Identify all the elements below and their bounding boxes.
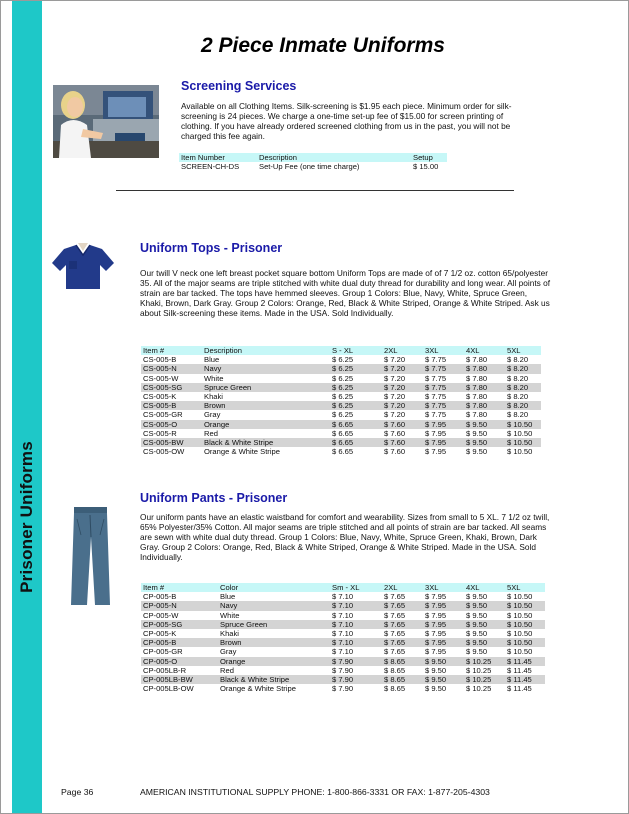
table-cell: $ 7.10 xyxy=(332,601,354,611)
table-cell: $ 8.20 xyxy=(507,401,529,411)
table-cell: $ 7.75 xyxy=(425,392,447,402)
table-cell: Black & White Stripe xyxy=(220,675,290,685)
table-cell: CP-005-W xyxy=(143,610,179,620)
table-cell: $ 7.80 xyxy=(466,392,488,402)
table-cell: $ 10.25 xyxy=(466,684,492,694)
table-cell: CP-005-B xyxy=(143,592,177,602)
table-cell: Navy xyxy=(204,364,222,374)
table-cell: $ 7.10 xyxy=(332,647,354,657)
table-cell: $ 8.20 xyxy=(507,392,529,402)
prisoner-top-photo xyxy=(52,241,115,291)
table-cell: $ 7.65 xyxy=(384,629,406,639)
table-cell: $ 6.25 xyxy=(332,355,354,365)
table-cell: $ 7.20 xyxy=(384,392,406,402)
table-cell: CP-005-N xyxy=(143,601,177,611)
col-header: S - XL xyxy=(332,346,354,355)
screening-table xyxy=(179,153,447,171)
table-cell: CP-005-K xyxy=(143,629,177,639)
col-header: Item # xyxy=(143,583,165,592)
table-cell: CP-005LB-R xyxy=(143,665,187,675)
table-cell: $ 10.50 xyxy=(507,419,533,429)
table-cell: $ 11.45 xyxy=(507,665,532,675)
table-cell: $ 9.50 xyxy=(466,601,488,611)
table-cell: $ 10.50 xyxy=(507,629,533,639)
col-header: 2XL xyxy=(384,583,398,592)
table-cell: CS-005-N xyxy=(143,364,177,374)
table-cell: $ 7.95 xyxy=(425,592,447,602)
table-cell: Red xyxy=(204,428,218,438)
table-row xyxy=(141,383,541,392)
table-cell: CS-005-B xyxy=(143,355,177,365)
table-cell: $ 6.65 xyxy=(332,428,354,438)
table-cell: CS-005-B xyxy=(143,401,177,411)
table-cell: CS-005-BW xyxy=(143,438,184,448)
table-cell: CP-005-O xyxy=(143,656,178,666)
col-header: 4XL xyxy=(466,583,480,592)
table-cell: $ 7.65 xyxy=(384,647,406,657)
table-row xyxy=(141,410,541,419)
table-cell: $ 9.50 xyxy=(466,447,488,457)
table-cell: $ 9.50 xyxy=(466,438,488,448)
screening-description: Available on all Clothing Items. Silk-screening is $1.95 each piece. Minimum order for silk-screening is 24 pieces. We charge a one-time set-up fee of $15.00 for screen printing of clothing. If you have already ordered screened clothing from us in the past, you will not be charged this fee again. xyxy=(181,101,512,141)
table-cell: $ 7.75 xyxy=(425,364,447,374)
table-row xyxy=(141,447,541,456)
table-cell: Spruce Green xyxy=(220,619,268,629)
table-cell: White xyxy=(220,610,240,620)
table-cell: $ 9.50 xyxy=(425,675,447,685)
table-row xyxy=(141,429,541,438)
prisoner-pants-photo xyxy=(67,505,114,610)
col-header: Item Number xyxy=(181,153,225,162)
table-cell: $ 7.20 xyxy=(384,410,406,420)
table-cell: $ 7.65 xyxy=(384,610,406,620)
table-cell: $ 7.95 xyxy=(425,419,447,429)
table-cell: $ 8.65 xyxy=(384,684,406,694)
col-header: 3XL xyxy=(425,583,439,592)
table-cell: $ 7.10 xyxy=(332,638,354,648)
tops-description: Our twill V neck one left breast pocket square bottom Uniform Tops are made of of 7 1/2 oz. cotton 65/polyester 35. All of the major seams are triple stitched with white dual duty thread for durability and long wear. All points of strain are bar tacked. The tops have hemmed sleeves. Group 1 Colors: Blue, Navy, White, Spruce Green, Khaki, Brown, Dark Gray. Group 2 Colors: Orange, Red, Black & White Striped, Orange & White Striped. Ask us about Silk-screening these items. Made in the USA. Sold Individually. xyxy=(140,268,550,318)
table-cell: $ 9.50 xyxy=(425,665,447,675)
table-cell: $ 15.00 xyxy=(413,162,439,172)
table-cell: CS-005-GR xyxy=(143,410,183,420)
table-cell: Navy xyxy=(220,601,238,611)
table-cell: $ 6.25 xyxy=(332,364,354,374)
table-cell: $ 7.90 xyxy=(332,684,354,694)
table-cell: $ 7.95 xyxy=(425,601,447,611)
table-row xyxy=(141,675,545,684)
table-cell: $ 7.75 xyxy=(425,382,447,392)
table-cell: $ 10.25 xyxy=(466,656,492,666)
table-cell: Khaki xyxy=(204,392,223,402)
table-cell: CS-005-OW xyxy=(143,447,185,457)
pants-description: Our uniform pants have an elastic waistband for comfort and wearability. Sizes from small to 5 XL. 7 1/2 oz twill, 65% Polyester/35% Cotton. All major seams are triple stitched and all points of strain are bar tacked. All seams are sewn with white dual duty thread. Group 1 Colors: Blue, Navy, White, Spruce Green, Khaki, Brown, Dark Gray. Group 2 Colors: Orange, Red, Black & White Striped, Orange & White Striped. Made in the USA. Sold Individually. xyxy=(140,512,550,562)
table-cell: $ 7.75 xyxy=(425,373,447,383)
table-cell: $ 7.90 xyxy=(332,665,354,675)
table-cell: $ 7.95 xyxy=(425,428,447,438)
table-cell: $ 7.60 xyxy=(384,419,406,429)
table-cell: CS-005-SG xyxy=(143,382,183,392)
table-cell: $ 7.10 xyxy=(332,629,354,639)
sidebar-band xyxy=(12,1,42,814)
sidebar-label: Prisoner Uniforms xyxy=(17,441,36,593)
table-cell: $ 7.80 xyxy=(466,364,488,374)
table-cell: $ 9.50 xyxy=(466,619,488,629)
table-cell: $ 10.50 xyxy=(507,610,533,620)
table-cell: Orange & White Stripe xyxy=(220,684,296,694)
pants-title: Uniform Pants - Prisoner xyxy=(140,491,288,505)
table-cell: Red xyxy=(220,665,234,675)
table-header-row xyxy=(141,583,545,592)
table-cell: Gray xyxy=(204,410,221,420)
col-header: Setup xyxy=(413,153,433,162)
table-cell: $ 7.20 xyxy=(384,382,406,392)
table-cell: $ 10.50 xyxy=(507,428,533,438)
table-cell: $ 8.20 xyxy=(507,382,529,392)
table-cell: $ 7.80 xyxy=(466,410,488,420)
table-cell: $ 9.50 xyxy=(466,428,488,438)
table-cell: Set-Up Fee (one time charge) xyxy=(259,162,360,172)
col-header: 3XL xyxy=(425,346,439,355)
table-cell: $ 9.50 xyxy=(425,656,447,666)
table-cell: $ 10.50 xyxy=(507,447,533,457)
table-cell: $ 10.50 xyxy=(507,647,533,657)
table-cell: Spruce Green xyxy=(204,382,252,392)
table-row xyxy=(141,611,545,620)
table-cell: $ 9.50 xyxy=(425,684,447,694)
table-cell: Blue xyxy=(220,592,236,602)
table-cell: Orange xyxy=(220,656,246,666)
table-cell: $ 8.20 xyxy=(507,410,529,420)
table-row xyxy=(141,438,541,447)
table-cell: Brown xyxy=(204,401,226,411)
table-cell: $ 8.65 xyxy=(384,656,406,666)
table-cell: $ 6.25 xyxy=(332,392,354,402)
page-title: 2 Piece Inmate Uniforms xyxy=(201,34,445,57)
footer-contact: AMERICAN INSTITUTIONAL SUPPLY PHONE: 1-800-866-3331 OR FAX: 1-877-205-4303 xyxy=(140,787,490,797)
table-cell: $ 7.65 xyxy=(384,638,406,648)
table-cell: $ 7.20 xyxy=(384,355,406,365)
table-cell: $ 7.90 xyxy=(332,656,354,666)
table-cell: $ 6.25 xyxy=(332,373,354,383)
table-cell: $ 7.80 xyxy=(466,382,488,392)
col-header: 2XL xyxy=(384,346,398,355)
table-cell: CP-005-B xyxy=(143,638,177,648)
table-cell: $ 7.65 xyxy=(384,592,406,602)
table-cell: $ 7.90 xyxy=(332,675,354,685)
col-header: 5XL xyxy=(507,346,521,355)
table-cell: CP-005-SG xyxy=(143,619,183,629)
table-cell: $ 7.20 xyxy=(384,401,406,411)
screen-printing-photo xyxy=(53,85,159,158)
table-cell: $ 7.95 xyxy=(425,447,447,457)
table-cell: Blue xyxy=(204,355,220,365)
table-cell: $ 8.20 xyxy=(507,364,529,374)
table-cell: CP-005LB-OW xyxy=(143,684,194,694)
table-cell: $ 7.10 xyxy=(332,592,354,602)
tops-price-table xyxy=(141,346,541,456)
table-cell: $ 9.50 xyxy=(466,592,488,602)
table-cell: $ 7.10 xyxy=(332,619,354,629)
table-cell: Orange & White Stripe xyxy=(204,447,280,457)
table-cell: $ 7.75 xyxy=(425,410,447,420)
table-row xyxy=(141,684,545,693)
col-header: 4XL xyxy=(466,346,480,355)
table-row xyxy=(141,638,545,647)
table-row xyxy=(141,620,545,629)
table-cell: SCREEN-CH-DS xyxy=(181,162,240,172)
page-number: Page 36 xyxy=(61,787,94,797)
table-cell: $ 6.65 xyxy=(332,419,354,429)
table-row xyxy=(179,162,447,171)
table-row xyxy=(141,657,545,666)
table-cell: $ 7.95 xyxy=(425,438,447,448)
table-row xyxy=(141,592,545,601)
col-header: Sm - XL xyxy=(332,583,360,592)
table-row xyxy=(141,601,545,610)
table-cell: $ 7.95 xyxy=(425,610,447,620)
col-header: Description xyxy=(204,346,242,355)
table-cell: $ 7.65 xyxy=(384,601,406,611)
table-cell: CS-005-O xyxy=(143,419,178,429)
table-cell: $ 9.50 xyxy=(466,610,488,620)
table-cell: $ 9.50 xyxy=(466,638,488,648)
table-cell: $ 10.50 xyxy=(507,619,533,629)
table-cell: $ 7.20 xyxy=(384,364,406,374)
table-cell: $ 10.50 xyxy=(507,638,533,648)
table-cell: CP-005-GR xyxy=(143,647,183,657)
table-cell: $ 7.60 xyxy=(384,447,406,457)
table-cell: $ 11.45 xyxy=(507,675,532,685)
table-cell: $ 7.95 xyxy=(425,647,447,657)
table-row xyxy=(141,374,541,383)
table-row xyxy=(141,629,545,638)
table-cell: $ 9.50 xyxy=(466,629,488,639)
table-cell: Black & White Stripe xyxy=(204,438,274,448)
table-row xyxy=(141,666,545,675)
section-divider xyxy=(116,190,514,191)
table-cell: CS-005-R xyxy=(143,428,177,438)
table-cell: $ 6.25 xyxy=(332,382,354,392)
col-header: Item # xyxy=(143,346,165,355)
table-cell: $ 7.60 xyxy=(384,438,406,448)
table-cell: $ 7.65 xyxy=(384,619,406,629)
tops-title: Uniform Tops - Prisoner xyxy=(140,241,283,255)
table-cell: $ 6.65 xyxy=(332,447,354,457)
table-row xyxy=(141,364,541,373)
table-cell: $ 10.25 xyxy=(466,675,492,685)
table-cell: CS-005-W xyxy=(143,373,179,383)
table-cell: $ 11.45 xyxy=(507,684,532,694)
table-cell: $ 8.65 xyxy=(384,675,406,685)
table-cell: Orange xyxy=(204,419,230,429)
table-row xyxy=(141,420,541,429)
table-cell: CS-005-K xyxy=(143,392,177,402)
table-cell: $ 7.80 xyxy=(466,355,488,365)
table-cell: $ 7.75 xyxy=(425,355,447,365)
table-cell: $ 6.25 xyxy=(332,401,354,411)
table-cell: $ 7.80 xyxy=(466,401,488,411)
table-cell: $ 9.50 xyxy=(466,419,488,429)
table-cell: $ 6.65 xyxy=(332,438,354,448)
table-cell: Gray xyxy=(220,647,237,657)
table-cell: Khaki xyxy=(220,629,239,639)
table-cell: $ 7.75 xyxy=(425,401,447,411)
table-cell: $ 7.95 xyxy=(425,619,447,629)
table-cell: $ 7.80 xyxy=(466,373,488,383)
table-cell: $ 9.50 xyxy=(466,647,488,657)
col-header: Color xyxy=(220,583,239,592)
table-cell: White xyxy=(204,373,224,383)
table-cell: Brown xyxy=(220,638,242,648)
table-cell: $ 10.50 xyxy=(507,438,533,448)
table-cell: $ 10.50 xyxy=(507,592,533,602)
col-header: Description xyxy=(259,153,297,162)
pants-price-table xyxy=(141,583,545,693)
col-header: 5XL xyxy=(507,583,521,592)
table-cell: $ 7.60 xyxy=(384,428,406,438)
table-header-row xyxy=(179,153,447,162)
table-row xyxy=(141,355,541,364)
table-row xyxy=(141,401,541,410)
table-cell: $ 7.95 xyxy=(425,629,447,639)
table-cell: CP-005LB-BW xyxy=(143,675,193,685)
table-header-row xyxy=(141,346,541,355)
screening-title: Screening Services xyxy=(181,79,297,93)
table-cell: $ 8.65 xyxy=(384,665,406,675)
table-cell: $ 6.25 xyxy=(332,410,354,420)
table-cell: $ 7.95 xyxy=(425,638,447,648)
table-row xyxy=(141,647,545,656)
table-cell: $ 7.10 xyxy=(332,610,354,620)
table-cell: $ 10.25 xyxy=(466,665,492,675)
table-cell: $ 8.20 xyxy=(507,355,529,365)
table-cell: $ 7.20 xyxy=(384,373,406,383)
table-cell: $ 8.20 xyxy=(507,373,529,383)
table-row xyxy=(141,392,541,401)
table-cell: $ 10.50 xyxy=(507,601,533,611)
table-cell: $ 11.45 xyxy=(507,656,532,666)
